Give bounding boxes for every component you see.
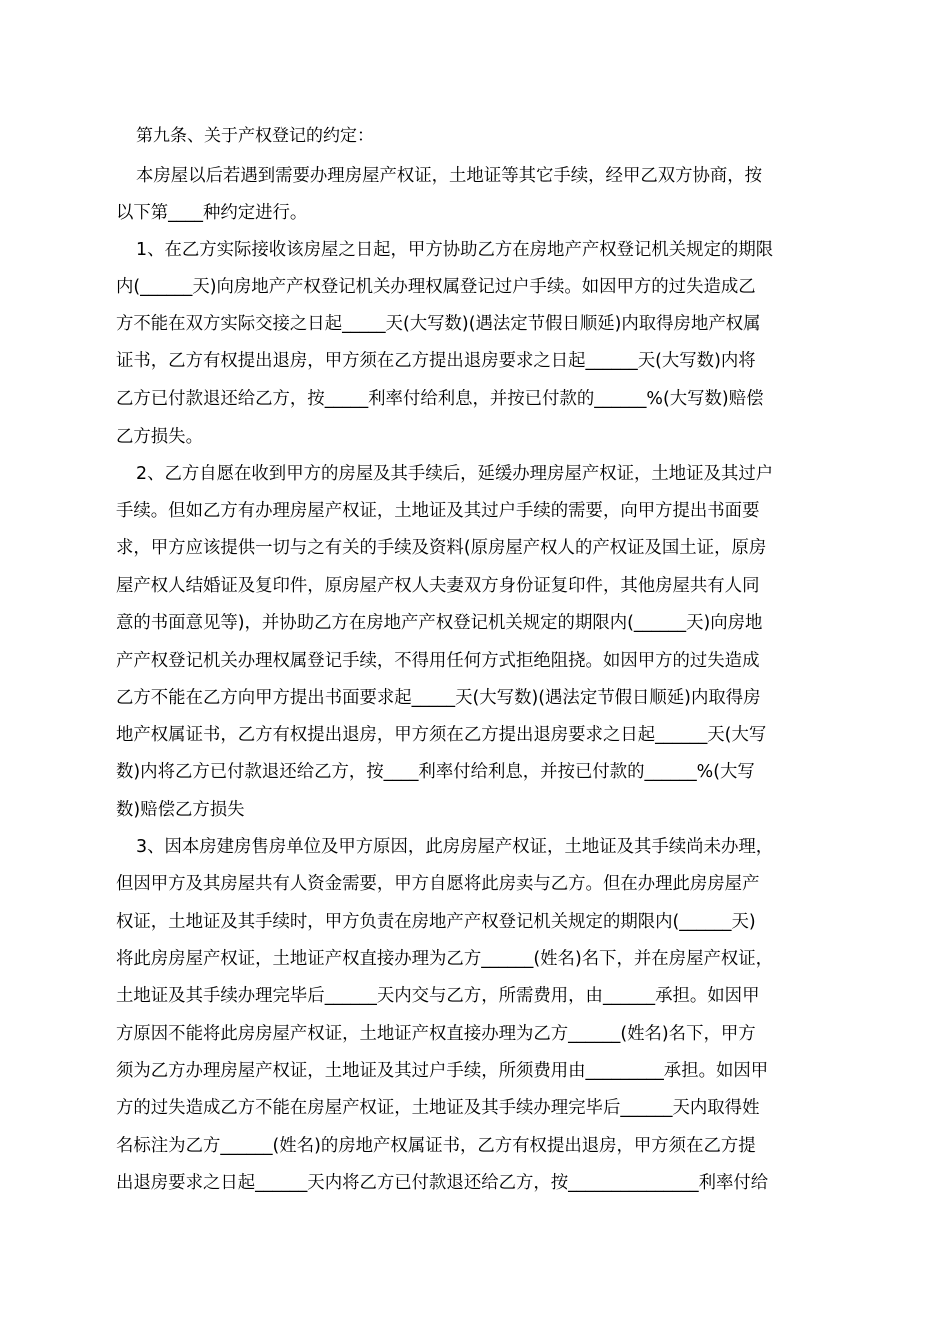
paragraph-line: 以下第____种约定进行。 — [116, 203, 308, 223]
paragraph-line: 2、乙方自愿在收到甲方的房屋及其手续后，延缓办理房屋产权证，土地证及其过户 — [136, 464, 774, 484]
paragraph-line: 产产权登记机关办理权属登记手续，不得用任何方式拒绝阻挠。如因甲方的过失造成 — [116, 651, 760, 671]
paragraph-line: 3、因本房建房售房单位及甲方原因，此房房屋产权证，土地证及其手续尚未办理， — [136, 837, 774, 857]
section-heading: 第九条、关于产权登记的约定： — [136, 126, 374, 146]
paragraph-line: 证书，乙方有权提出退房，甲方须在乙方提出退房要求之日起______天(大写数)内将 — [116, 351, 756, 371]
paragraph-line: 乙方已付款退还给乙方，按_____利率付给利息，并按已付款的______%(大写数)赔偿 — [116, 389, 764, 409]
paragraph-line: 乙方不能在乙方向甲方提出书面要求起_____天(大写数)(遇法定节假日顺延)内取得房 — [116, 688, 761, 708]
paragraph-line: 出退房要求之日起______天内将乙方已付款退还给乙方，按_______________利率付给 — [116, 1173, 769, 1193]
paragraph-line: 数)赔偿乙方损失 — [116, 800, 245, 820]
paragraph-line: 本房屋以后若遇到需要办理房屋产权证，土地证等其它手续，经甲乙双方协商，按 — [136, 166, 763, 186]
paragraph-line: 1、在乙方实际接收该房屋之日起，甲方协助乙方在房地产产权登记机关规定的期限 — [136, 240, 774, 260]
paragraph-line: 屋产权人结婚证及复印件，原房屋产权人夫妻双方身份证复印件，其他房屋共有人同 — [116, 576, 760, 596]
paragraph-line: 地产权属证书，乙方有权提出退房，甲方须在乙方提出退房要求之日起______天(大写 — [116, 725, 767, 745]
paragraph-line: 方不能在双方实际交接之日起_____天(大写数)(遇法定节假日顺延)内取得房地产权属 — [116, 314, 761, 334]
paragraph-line: 乙方损失。 — [116, 427, 203, 447]
paragraph-line: 内(______天)向房地产产权登记机关办理权属登记过户手续。如因甲方的过失造成乙 — [116, 277, 756, 297]
paragraph-line: 数)内将乙方已付款退还给乙方，按____利率付给利息，并按已付款的______%(大写 — [116, 762, 755, 782]
paragraph-line: 方的过失造成乙方不能在房屋产权证，土地证及其手续办理完毕后______天内取得姓 — [116, 1098, 760, 1118]
paragraph-line: 土地证及其手续办理完毕后______天内交与乙方，所需费用，由______承担。如因甲 — [116, 986, 760, 1006]
paragraph-line: 名标注为乙方______(姓名)的房地产权属证书，乙方有权提出退房，甲方须在乙方提 — [116, 1136, 756, 1156]
paragraph-line: 求，甲方应该提供一切与之有关的手续及资料(原房屋产权人的产权证及国土证，原房 — [116, 538, 767, 558]
paragraph-line: 权证，土地证及其手续时，甲方负责在房地产产权登记机关规定的期限内(______天) — [116, 912, 756, 932]
paragraph-line: 但因甲方及其房屋共有人资金需要，甲方自愿将此房卖与乙方。但在办理此房房屋产 — [116, 874, 760, 894]
paragraph-line: 意的书面意见等)，并协助乙方在房地产产权登记机关规定的期限内(______天)向房地 — [116, 613, 763, 633]
paragraph-line: 将此房房屋产权证，土地证产权直接办理为乙方______(姓名)名下，并在房屋产权证， — [116, 949, 774, 969]
paragraph-line: 方原因不能将此房房屋产权证，土地证产权直接办理为乙方______(姓名)名下，甲方 — [116, 1024, 756, 1044]
paragraph-line: 手续。但如乙方有办理房屋产权证，土地证及其过户手续的需要，向甲方提出书面要 — [116, 501, 760, 521]
paragraph-line: 须为乙方办理房屋产权证，土地证及其过户手续，所须费用由_________承担。如因甲 — [116, 1061, 769, 1081]
